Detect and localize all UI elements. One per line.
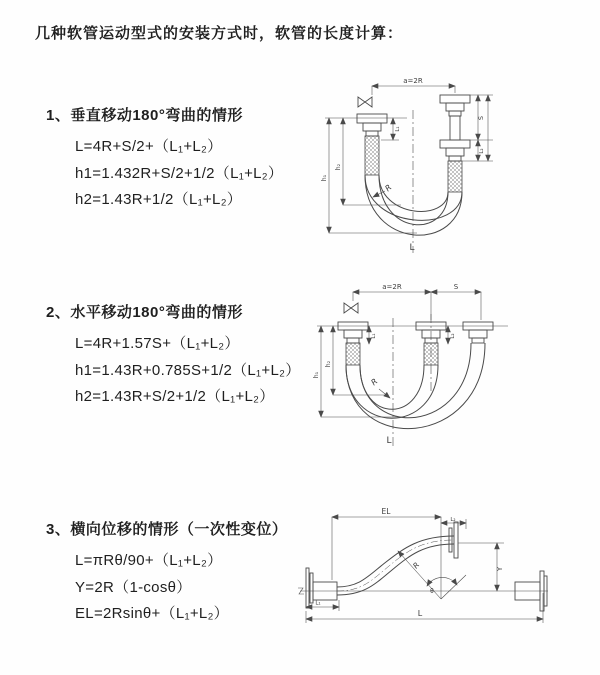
diagram-horizontal-u-bend bbox=[313, 278, 598, 453]
formula-line: h2=1.43R+S/2+1/2（L₁+L₂） bbox=[75, 388, 275, 405]
dim-label-l1: L₁ bbox=[315, 600, 321, 607]
dim-label-s: S bbox=[453, 283, 459, 291]
dim-label-a2r: a=2R bbox=[382, 283, 402, 291]
length-label: L bbox=[417, 609, 423, 618]
dim-label-h2: h₂ bbox=[325, 360, 332, 368]
page-title: 几种软管运动型式的安装方式时，软管的长度计算： bbox=[35, 25, 404, 42]
formula-line: L=πRθ/90+（L₁+L₂） bbox=[75, 552, 223, 569]
dim-label-l1: L₁ bbox=[371, 333, 377, 339]
dimension-lines bbox=[306, 517, 543, 623]
formula-line: h2=1.43R+1/2（L₁+L₂） bbox=[75, 191, 243, 208]
formula-line: h1=1.432R+S/2+1/2（L₁+L₂） bbox=[75, 164, 284, 182]
section-heading: 1、垂直移动180°弯曲的情形 bbox=[46, 107, 243, 124]
formula-list bbox=[75, 548, 287, 628]
length-label: L bbox=[409, 243, 415, 253]
formula-line: L=4R+S/2+（L₁+L₂） bbox=[75, 138, 223, 155]
diagram-vertical-u-bend bbox=[315, 70, 595, 260]
dim-label-el: EL bbox=[381, 507, 391, 516]
dim-label-h2: h₂ bbox=[335, 163, 342, 171]
radius-label: R bbox=[411, 560, 422, 571]
hose-fittings bbox=[338, 322, 493, 343]
length-label: L bbox=[386, 436, 392, 446]
formula-line: L=4R+1.57S+（L₁+L₂） bbox=[75, 335, 240, 352]
section-heading: 3、横向位移的情形（一次性变位） bbox=[46, 521, 288, 538]
formula-line: EL=2Rsinθ+（L₁+L₂） bbox=[75, 605, 229, 622]
hose-curves bbox=[337, 536, 454, 595]
dim-label-h1: h₁ bbox=[321, 174, 328, 182]
radius-label: R bbox=[369, 376, 380, 388]
dim-label-l2: L₂ bbox=[450, 333, 456, 339]
dim-label-s: S bbox=[477, 115, 485, 121]
dim-label-a2r: a=2R bbox=[403, 77, 423, 85]
radius-label: R bbox=[383, 182, 394, 194]
section-vertical-movement bbox=[46, 104, 283, 214]
section-lateral-displacement bbox=[46, 518, 287, 628]
formula-list bbox=[75, 134, 283, 214]
diagram-lateral-displacement bbox=[298, 503, 600, 653]
valve-icon bbox=[344, 303, 358, 313]
theta-label: θ bbox=[430, 588, 434, 595]
dimension-lines bbox=[325, 86, 493, 233]
hose-curves bbox=[346, 343, 485, 429]
dim-label-h1: h₁ bbox=[313, 371, 320, 379]
section-heading: 2、水平移动180°弯曲的情形 bbox=[46, 304, 243, 321]
hose-braid bbox=[346, 343, 438, 365]
formula-list bbox=[75, 331, 301, 411]
dim-label-l1: L₁ bbox=[395, 126, 401, 132]
valve-icon bbox=[358, 97, 372, 107]
dim-label-l2: L₂ bbox=[450, 517, 456, 523]
dim-label-l2: L₂ bbox=[479, 148, 485, 154]
formula-line: Y=2R（1-cosθ） bbox=[75, 578, 192, 596]
formula-line: h1=1.43R+0.785S+1/2（L₁+L₂） bbox=[75, 361, 301, 379]
section-horizontal-movement bbox=[46, 301, 301, 411]
flange-fittings bbox=[306, 522, 547, 611]
dim-label-y: Y bbox=[496, 566, 504, 572]
